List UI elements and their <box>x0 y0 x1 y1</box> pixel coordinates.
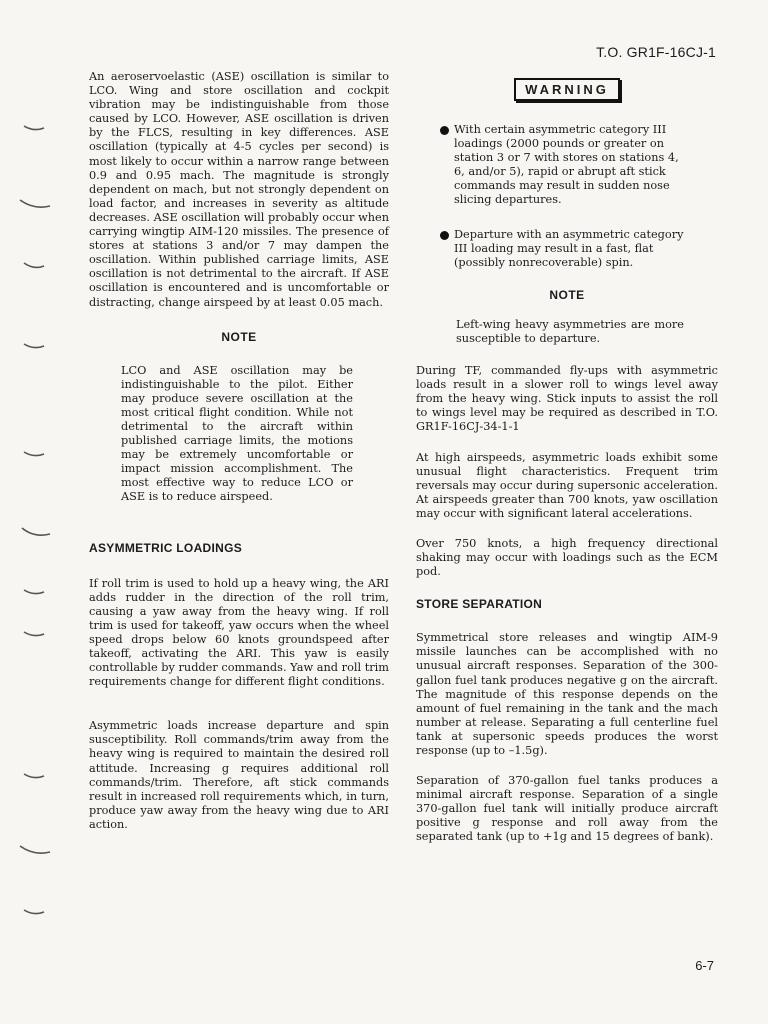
paragraph-ase-oscillation: An aeroservoelastic (ASE) oscillation is similar to LCO. Wing and store oscillation and cockpit vibration may be indistinguishable from those caused by LCO. However, ASE oscillation is driven by the FLCS, resulting in key differences. ASE oscillation (typically at 4-5 cycles per second) is most likely to occur within a narrow range between 0.9 and 0.95 mach. The magnitude is strongly dependent on mach, but not strongly dependent on load factor, and increases in severity as altitude decreases. ASE oscillation will probably occur when carrying wingtip AIM-120 missiles. The presence of stores at stations 3 and/or 7 may dampen the oscillation. Within published carriage limits, ASE oscillation is not detrimental to the aircraft. If ASE oscillation is encountered and is uncomfortable or distracting, change airspeed by at least 0.05 mach. <box>89 70 389 309</box>
bullet-icon <box>440 126 449 135</box>
note-text-left-wing: Left-wing heavy asymmetries are more susceptible to departure. <box>456 317 684 345</box>
bullet-icon <box>440 231 449 240</box>
paragraph-roll-trim: If roll trim is used to hold up a heavy wing, the ARI adds rudder in the direction of the roll trim, causing a yaw away from the heavy wing. If roll trim is used for takeoff, yaw occurs when the wheel speed drops below 60 knots groundspeed after takeoff, activating the ARI. This yaw is easily controllable by rudder commands. Yaw and roll trim requirements change for different flight conditions. <box>89 576 389 689</box>
paragraph-symmetrical-store-releases: Symmetrical store releases and wingtip AIM-9 missile launches can be accomplished with no unusual aircraft responses. Separation of the 300-gallon fuel tank produces negative g on the aircraft. The magnitude of this response depends on the amount of fuel remaining in the tank and the mach number at release. Separating a full centerline fuel tank at supersonic speeds produces the worst response (up to –1.5g). <box>416 631 718 757</box>
right-column <box>416 78 718 845</box>
warning-list <box>440 123 688 270</box>
note-title: NOTE <box>549 287 585 302</box>
document-id: T.O. GR1F-16CJ-1 <box>596 44 716 60</box>
warning-item <box>440 123 688 208</box>
left-column <box>89 70 389 832</box>
warning-box-wrapper <box>416 78 718 101</box>
paragraph-370-gallon-tanks: Separation of 370-gallon fuel tanks produces a minimal aircraft response. Separation of a single 370-gallon fuel tank will initially produce aircraft positive g response and roll away from the separated tank (up to +1g and 15 degrees of bank). <box>416 774 718 844</box>
paragraph-high-airspeeds: At high airspeeds, asymmetric loads exhibit some unusual flight characteristics. Frequent trim reversals may occur during supersonic acceleration. At airspeeds greater than 700 knots, yaw oscillation may occur with significant lateral accelerations. <box>416 450 718 520</box>
paragraph-asymmetric-loads: Asymmetric loads increase departure and spin susceptibility. Roll commands/trim away from the heavy wing is required to maintain the desired roll attitude. Increasing g requires additional roll commands/trim. Therefore, aft stick commands result in increased roll requirements which, in turn, produce yaw away from the heavy wing due to ARI action. <box>89 719 389 831</box>
warning-item-text: Departure with an asymmetric category III loading may result in a fast, flat (possibly nonrecoverable) spin. <box>454 227 684 269</box>
warning-item <box>440 228 688 270</box>
warning-label: WARNING <box>514 78 620 101</box>
heading-asymmetric-loadings: ASYMMETRIC LOADINGS <box>89 540 243 555</box>
paragraph-tf-fly-ups: During TF, commanded fly-ups with asymmetric loads result in a slower roll to wings level away from the heavy wing. Stick inputs to assist the roll to wings level may be required as described in T.O. GR1F-16CJ-34-1-1 <box>416 364 718 434</box>
binder-hole-marks <box>18 0 58 1024</box>
heading-store-separation: STORE SEPARATION <box>416 597 543 612</box>
paragraph-over-750-knots: Over 750 knots, a high frequency directional shaking may occur with loadings such as the ECM pod. <box>416 536 718 579</box>
warning-item-text: With certain asymmetric category III loadings (2000 pounds or greater on station 3 or 7 with stores on stations 4, 6, and/or 5), rapid or abrupt aft stick commands may result in sudden nose slicing departures. <box>454 123 679 207</box>
note-text-lco-ase: LCO and ASE oscillation may be indistinguishable to the pilot. Either may produce severe oscillation at the most critical flight condition. While not detrimental to the aircraft within published carriage limits, the motions may be extremely uncomfortable or impact mission accomplishment. The most effective way to reduce LCO or ASE is to reduce airspeed. <box>121 363 353 504</box>
page-number: 6-7 <box>695 958 714 973</box>
note-title: NOTE <box>221 329 257 344</box>
